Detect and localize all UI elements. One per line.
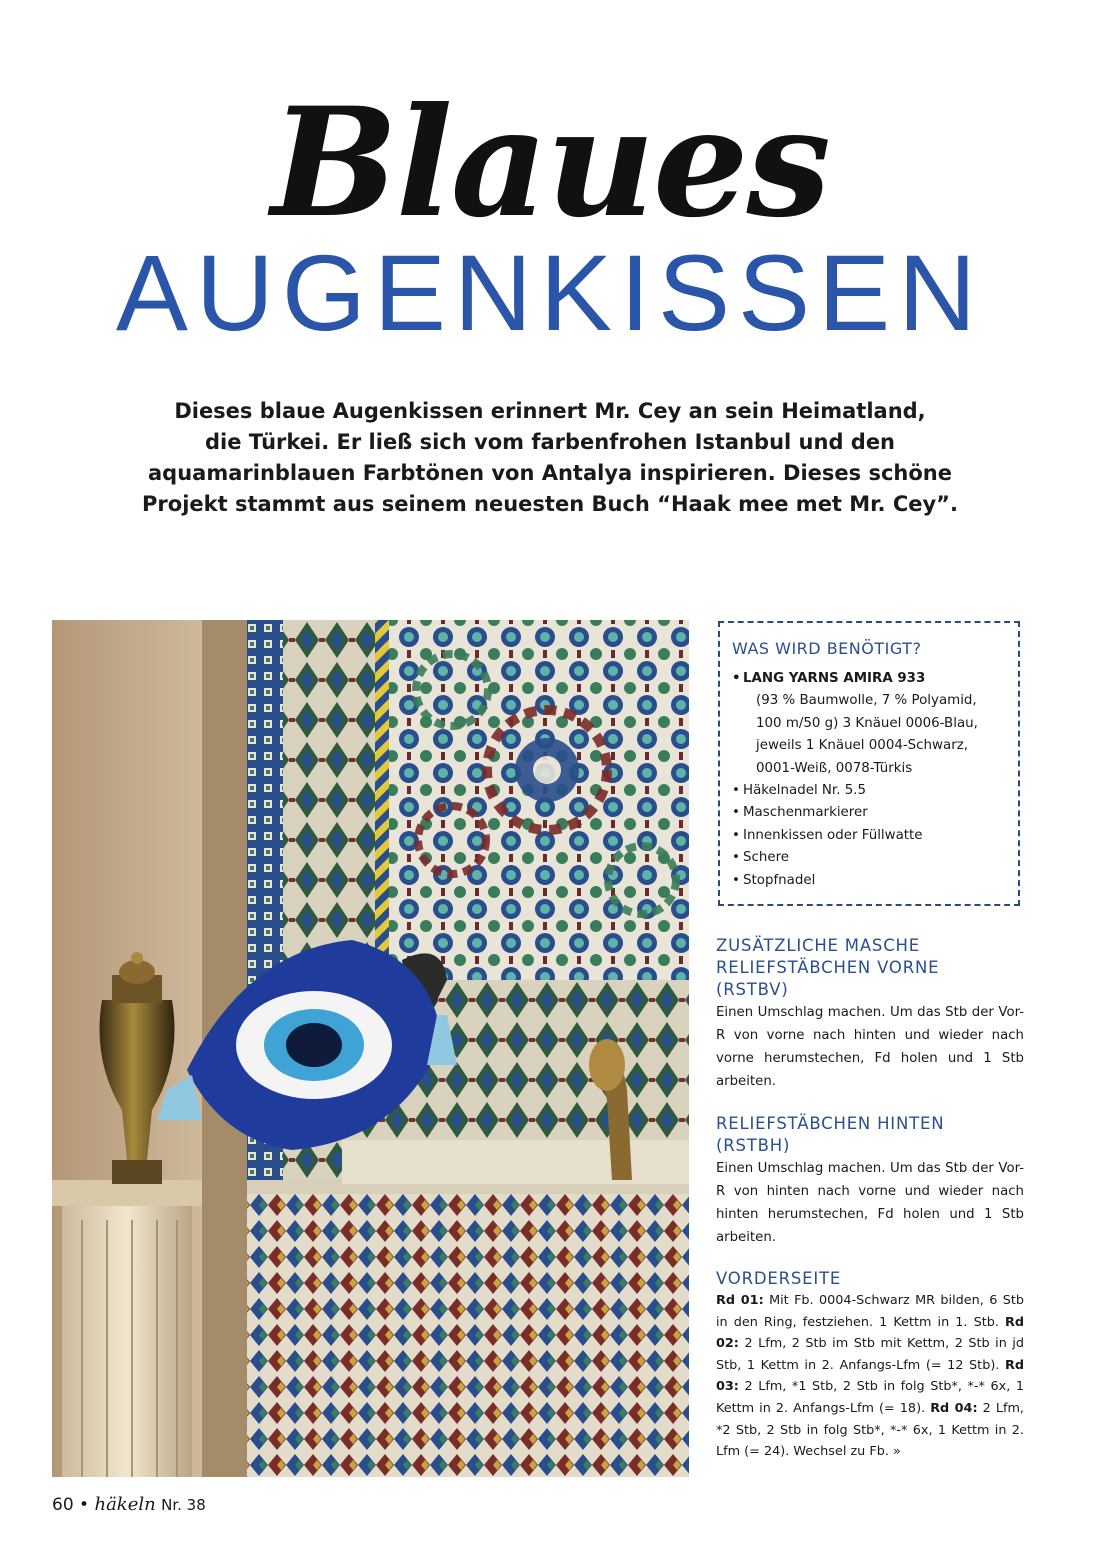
round-label: Rd 03: [716, 1357, 1025, 1395]
materials-heading: WAS WIRD BENÖTIGT? [732, 639, 922, 658]
section-body: Einen Umschlag machen. Um das Stb der Vor-R von vorne nach hinten und wieder nach vorne herumstechen, Fd holen und 1 Stb arbeiten. [716, 1005, 1024, 1089]
section-heading-line: ZUSÄTZLICHE MASCHE [716, 936, 920, 955]
footer-bullet: • [79, 1495, 90, 1515]
intro-line: Projekt stammt aus seinem neuesten Buch “Haak mee met Mr. Cey”. [142, 492, 958, 516]
materials-item-detail: 0001-Weiß, 0078-Türkis [756, 760, 913, 776]
materials-item: • Maschenmarkierer [732, 802, 1008, 824]
page-number: 60 [52, 1495, 74, 1515]
materials-item: • Häkelnadel Nr. 5.5 [732, 780, 1008, 802]
section-heading: VORDERSEITE [716, 1269, 842, 1288]
script-title: Blaues [271, 75, 829, 251]
round-label: Rd 02: [716, 1314, 1024, 1352]
materials-item-detail: 100 m/50 g) 3 Knäuel 0006-Blau, [756, 715, 978, 731]
section-heading-line: RELIEFSTÄBCHEN VORNE [716, 958, 940, 977]
materials-item-detail: jeweils 1 Knäuel 0004-Schwarz, [756, 738, 968, 754]
intro-line: aquamarinblauen Farbtönen von Antalya inspirieren. Dieses schöne [148, 461, 952, 485]
materials-list [732, 668, 1008, 892]
materials-item: • Schere [732, 847, 1008, 869]
section-vorderseite [716, 1268, 1024, 1463]
section-body: Einen Umschlag machen. Um das Stb der Vor-R von hinten nach vorne und wieder nach hinten herumstechen, Fd holen und 1 Stb arbeiten. [716, 1161, 1024, 1245]
materials-box [718, 621, 1020, 906]
page-footer [52, 1494, 206, 1515]
round-text: 2 Lfm, 2 Stb im Stb mit Kettm, 2 Stb in jd Stb, 1 Kettm in 2. Anfangs-Lfm (= 12 Stb). [716, 1336, 1024, 1373]
materials-item: • Innenkissen oder Füllwatte [732, 825, 1008, 847]
section-heading-line: (RSTBH) [716, 1136, 791, 1155]
round-label: Rd 01: [716, 1293, 764, 1308]
section-heading-line: RELIEFSTÄBCHEN HINTEN [716, 1114, 945, 1133]
project-photo [52, 620, 689, 1477]
section-heading [716, 1113, 1024, 1157]
issue-number: Nr. 38 [161, 1496, 206, 1514]
intro-paragraph [140, 396, 960, 520]
section-rstbh [716, 1113, 1024, 1249]
intro-line: Dieses blaue Augenkissen erinnert Mr. Cey an sein Heimatland, [174, 399, 926, 423]
round-label: Rd 04: [930, 1400, 978, 1416]
round-text: 2 Lfm, *2 Stb, 2 Stb in folg Stb*, *-* 6x, 1 Kettm in 2. Lfm (= 24). Wechsel zu Fb. » [716, 1400, 1025, 1460]
magazine-brand: häkeln [94, 1494, 156, 1515]
round-text: 2 Lfm, *1 Stb, 2 Stb in folg Stb*, *-* 6x, 1 Kettm in 2. Anfangs-Lfm (= 18). [716, 1379, 1024, 1416]
materials-item: • LANG YARNS AMIRA 933 [732, 668, 1008, 690]
materials-item-detail: (93 % Baumwolle, 7 % Polyamid, [756, 693, 977, 709]
section-heading-line: (RSTBV) [716, 980, 789, 999]
materials-item: • Stopfnadel [732, 870, 1008, 892]
round-text: Mit Fb. 0004-Schwarz MR bilden, 6 Stb in den Ring, festziehen. 1 Kettm in 1. Stb. [716, 1293, 1024, 1330]
page-title: AUGENKISSEN [115, 232, 985, 353]
round-entry [716, 1293, 1024, 1330]
section-rstbv [716, 935, 1024, 1093]
rounds-list [716, 1290, 1024, 1463]
intro-line: die Türkei. Er ließ sich vom farbenfrohen Istanbul und den [204, 430, 896, 454]
section-heading [716, 935, 1024, 1001]
